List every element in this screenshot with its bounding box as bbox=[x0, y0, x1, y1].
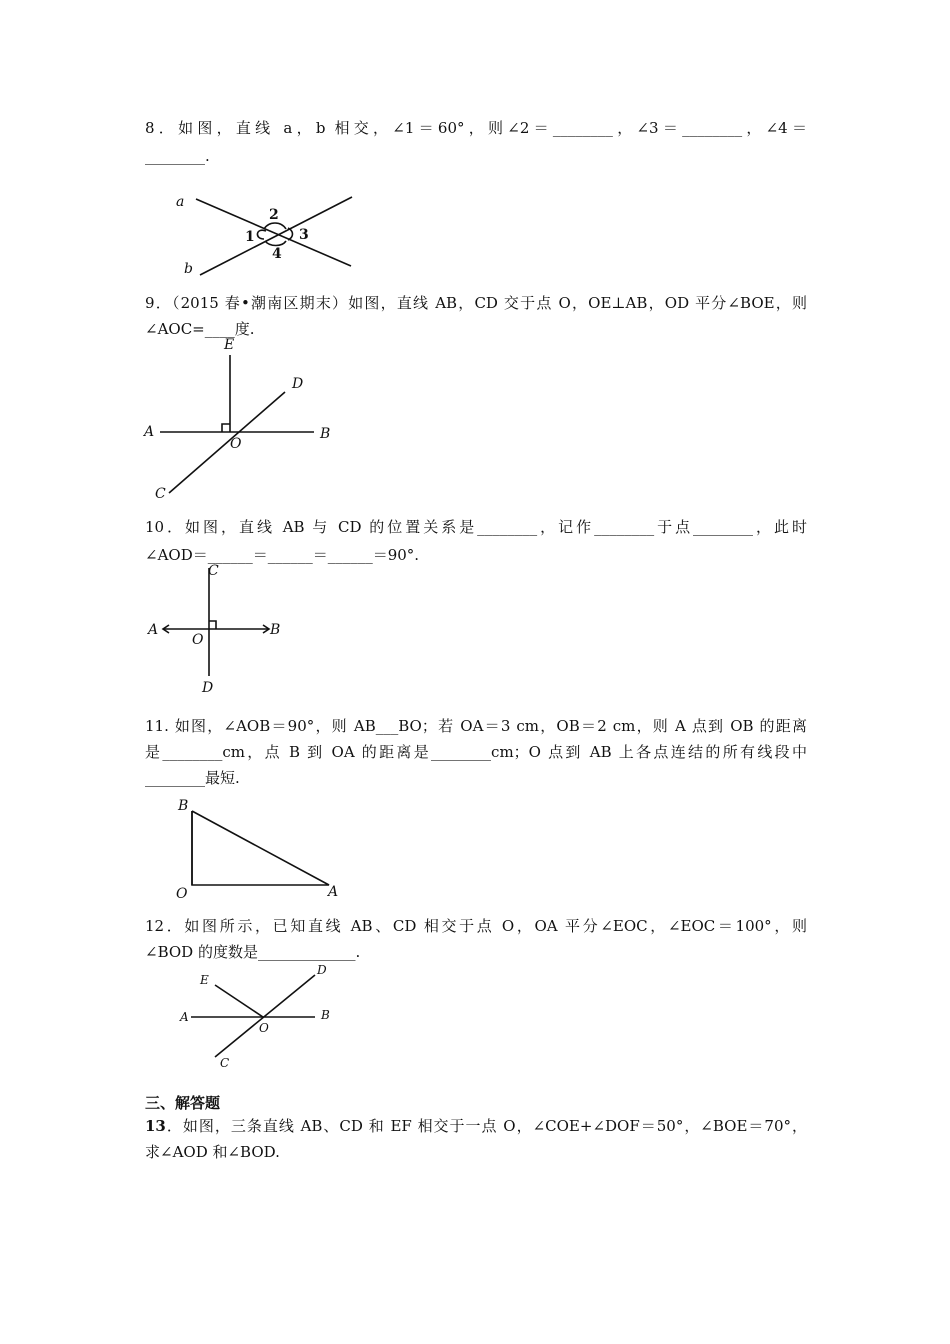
q9-text-line2: ∠AOC=____度. bbox=[145, 320, 255, 338]
q10-right-angle-mark bbox=[209, 621, 216, 629]
q9-label-d: D bbox=[292, 376, 304, 392]
q9-line-cd bbox=[169, 392, 285, 493]
q12-label-c: C bbox=[220, 1056, 230, 1070]
q12-text-line2: ∠BOD 的度数是_____________. bbox=[145, 943, 361, 961]
q11-text-line3: ________最短. bbox=[145, 769, 240, 787]
q9-figure bbox=[140, 335, 340, 505]
q11-label-o: O bbox=[176, 886, 188, 902]
q8-angle-arc-2 bbox=[264, 223, 286, 229]
q9-label-b: B bbox=[320, 426, 331, 442]
q11-text-line1: 11. 如图，∠AOB＝90°，则 AB___BO；若 OA＝3 cm，OB＝2 cm，则 A 点到 OB 的距离 bbox=[145, 717, 807, 735]
q9-right-angle-mark bbox=[222, 424, 230, 432]
q8-figure bbox=[170, 185, 370, 285]
q10-label-o: O bbox=[192, 632, 204, 648]
q12-label-e: E bbox=[200, 973, 209, 987]
q8-label-3: 3 bbox=[299, 227, 309, 243]
q13-text-line2: 求∠AOD 和∠BOD. bbox=[145, 1143, 280, 1161]
q10-text-line2: ∠AOD＝______＝______＝______＝90°. bbox=[145, 546, 420, 564]
q12-ray-oe bbox=[215, 985, 263, 1017]
q12-label-d: D bbox=[317, 963, 327, 977]
q10-figure bbox=[140, 558, 300, 698]
q10-text-line1: 10．如图，直线 AB 与 CD 的位置关系是________，记作________于点________，此时 bbox=[145, 518, 807, 536]
q12-label-a: A bbox=[180, 1010, 189, 1024]
q10-label-d: D bbox=[202, 680, 214, 696]
q8-angle-arc-4 bbox=[265, 241, 286, 246]
q8-angle-arc-1 bbox=[257, 230, 266, 239]
q9-label-c: C bbox=[155, 486, 166, 502]
q10-label-c: C bbox=[208, 563, 219, 579]
section-title-answer-questions: 三、解答题 bbox=[145, 1094, 221, 1112]
q12-line-cd bbox=[215, 975, 315, 1057]
q9-label-o: O bbox=[230, 436, 242, 452]
q11-label-a: A bbox=[328, 884, 339, 900]
q13-text-line1 bbox=[145, 1116, 807, 1136]
q10-label-a: A bbox=[148, 622, 159, 638]
q12-label-o: O bbox=[259, 1021, 269, 1035]
q10-label-b: B bbox=[270, 622, 281, 638]
q13-number: 13 bbox=[145, 1117, 166, 1135]
q12-figure bbox=[175, 960, 355, 1070]
q8-text-line1: 8．如图，直线 a，b 相交，∠1＝60°，则∠2＝________，∠3＝________，∠4＝ bbox=[145, 119, 807, 137]
q11-figure bbox=[170, 795, 350, 905]
q9-label-a: A bbox=[144, 424, 155, 440]
q11-triangle bbox=[192, 811, 329, 885]
q9-label-e: E bbox=[224, 337, 235, 353]
q8-label-2: 2 bbox=[269, 207, 279, 223]
q8-label-b: b bbox=[184, 261, 193, 277]
q8-label-a: a bbox=[176, 194, 185, 210]
q12-label-b: B bbox=[321, 1008, 330, 1022]
q8-text-line2: ________. bbox=[145, 147, 210, 165]
q12-text-line1: 12．如图所示，已知直线 AB、CD 相交于点 O，OA 平分∠EOC，∠EOC＝100°，则 bbox=[145, 917, 807, 935]
q13-text: ．如图，三条直线 AB、CD 和 EF 相交于一点 O，∠COE+∠DOF＝50°，∠BOE＝70°， bbox=[165, 1117, 807, 1135]
q9-text-line1: 9．（2015 春•潮南区期末）如图，直线 AB，CD 交于点 O，OE⊥AB，OD 平分∠BOE，则 bbox=[145, 294, 807, 312]
q8-label-4: 4 bbox=[272, 246, 282, 262]
q11-label-b: B bbox=[178, 798, 189, 814]
q11-text-line2: 是________cm，点 B 到 OA 的距离是________cm；O 点到 AB 上各点连结的所有线段中 bbox=[145, 743, 807, 761]
q8-label-1: 1 bbox=[245, 229, 255, 245]
